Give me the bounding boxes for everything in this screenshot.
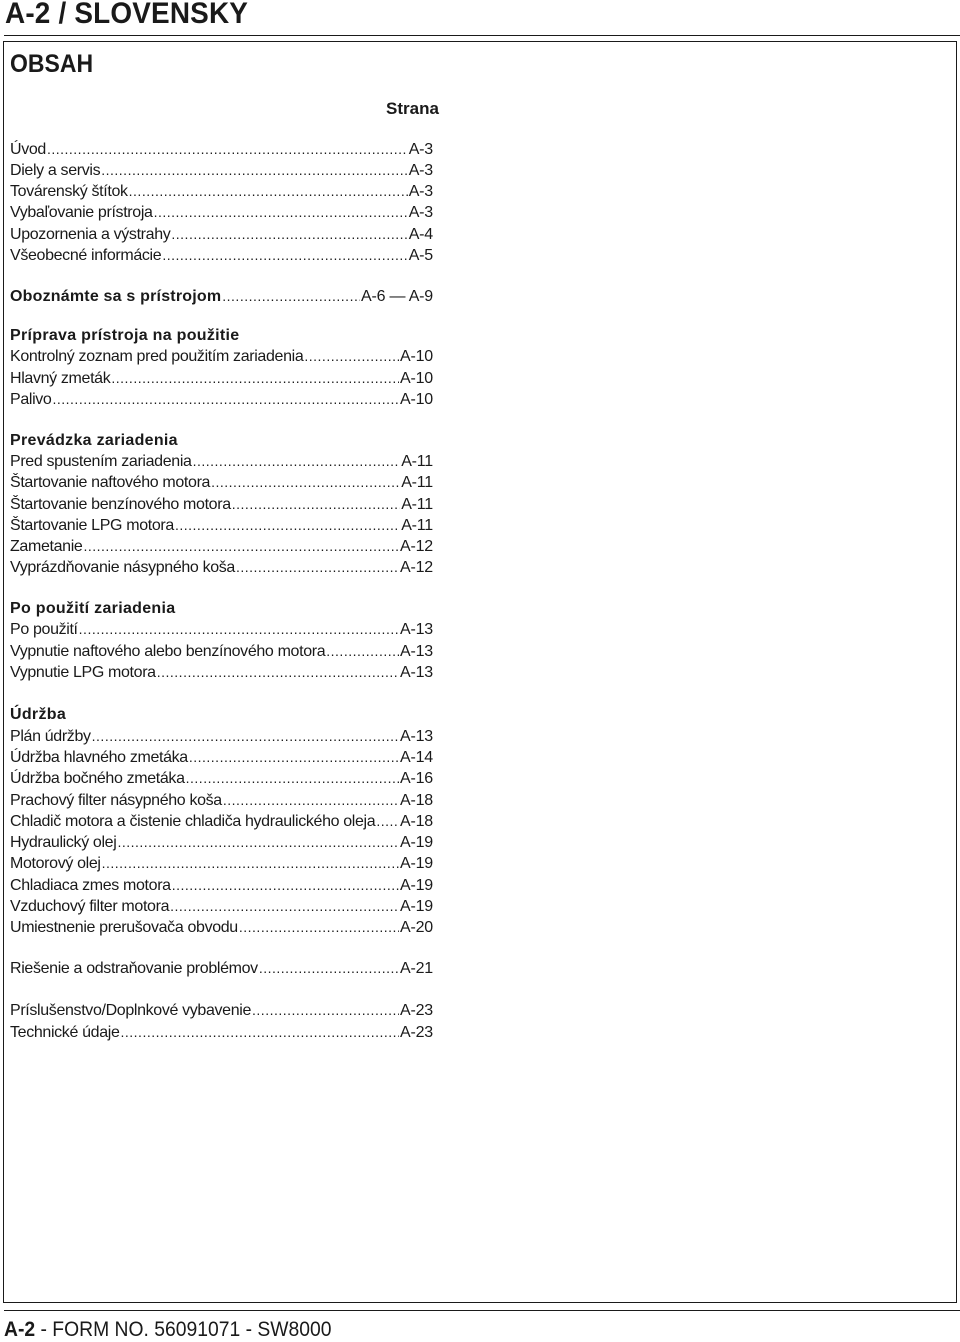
toc-entry-page: A-18 (400, 792, 433, 809)
toc-entry-page: A-11 (401, 496, 433, 513)
toc-entry-label: Všeobecné informácie (10, 247, 162, 264)
toc-entry-label: Vzduchový filter motora (10, 898, 170, 915)
toc-entry-motorovy-olej[interactable] (10, 853, 433, 874)
toc-entry-page: A-13 (400, 664, 433, 681)
toc-entry-label: Vyprázdňovanie násypného koša (10, 559, 235, 576)
toc-entry-tovarensky-stitok[interactable] (10, 181, 433, 202)
toc-entry-label: Diely a servis (10, 162, 101, 179)
toc-entry-label: Upozornenia a výstrahy (10, 226, 171, 243)
footer-divider (4, 1310, 960, 1311)
toc-entry-label: Štartovanie naftového motora (10, 474, 211, 491)
toc-entry-upozornenia[interactable] (10, 224, 433, 245)
toc-entry-label: Chladiaca zmes motora (10, 877, 171, 894)
toc-entry-startovanie-naftoveho[interactable] (10, 472, 433, 493)
toc-entry-page: A-13 (400, 643, 433, 660)
footer-page-number: A-2 (4, 1318, 36, 1341)
leader-dots (186, 768, 399, 789)
leader-dots (52, 389, 399, 410)
toc-entry-hydraulicky-olej[interactable] (10, 832, 433, 853)
leader-dots (79, 619, 399, 640)
toc-entry-label: Štartovanie benzínového motora (10, 496, 231, 513)
leader-dots (170, 896, 399, 917)
leader-dots (102, 853, 399, 874)
leader-dots (222, 286, 360, 307)
toc-title: OBSAH (10, 50, 94, 78)
toc-entry-pred-spustenim[interactable] (10, 451, 433, 472)
toc-entry-page: A-19 (400, 898, 433, 915)
toc-entry-vybalovanie[interactable] (10, 202, 433, 223)
toc-entry-label: Plán údržby (10, 728, 91, 745)
toc-entry-label: Chladič motora a čistenie chladiča hydraulického oleja (10, 813, 376, 830)
page-header-title: A-2 / SLOVENSKY (5, 0, 249, 30)
toc-entry-vypnutie-naftoveho[interactable] (10, 641, 433, 662)
toc-entry-riesenie-problemov[interactable] (10, 958, 433, 979)
leader-dots (259, 958, 399, 979)
toc-entry-label: Štartovanie LPG motora (10, 517, 174, 534)
leader-dots (376, 811, 399, 832)
toc-entry-page: A-19 (400, 877, 433, 894)
toc-entry-label: Vypnutie LPG motora (10, 664, 156, 681)
toc-entry-label: Technické údaje (10, 1024, 120, 1041)
toc-entry-kontrolny-zoznam[interactable] (10, 346, 433, 367)
toc-entry-page: A-21 (400, 960, 433, 977)
toc-entry-label: Motorový olej (10, 855, 101, 872)
toc-entry-prislusenstvo[interactable] (10, 1000, 433, 1021)
toc-entry-page: A-13 (400, 728, 433, 745)
toc-entry-page: A-4 (408, 226, 433, 243)
leader-dots (239, 917, 399, 938)
leader-dots (162, 245, 407, 266)
toc-entry-page: A-18 (400, 813, 433, 830)
leader-dots (189, 747, 399, 768)
toc-entry-plan-udrzby[interactable] (10, 726, 433, 747)
toc-entry-startovanie-benzinoveho[interactable] (10, 494, 433, 515)
toc-entry-vseobecne-informacie[interactable] (10, 245, 433, 266)
toc-entry-chladiaca-zmes[interactable] (10, 875, 433, 896)
leader-dots (232, 494, 400, 515)
toc-entry-prachovy-filter[interactable] (10, 790, 433, 811)
toc-entry-startovanie-lpg[interactable] (10, 515, 433, 536)
toc-entry-label: Vybaľovanie prístroja (10, 204, 153, 221)
toc-entry-label: Údržba hlavného zmetáka (10, 749, 188, 766)
section-heading-udrzba: Údržba (10, 706, 67, 723)
leader-dots (47, 139, 408, 160)
toc-entry-page: A-3 (408, 162, 433, 179)
toc-entry-chladic-motora[interactable] (10, 811, 433, 832)
leader-dots (117, 832, 399, 853)
leader-dots (92, 726, 399, 747)
leader-dots (236, 557, 399, 578)
toc-entry-label: Hlavný zmeták (10, 370, 111, 387)
toc-entry-page: A-14 (400, 749, 433, 766)
page-footer (4, 1318, 332, 1342)
toc-entry-page: A-10 (400, 370, 433, 387)
leader-dots (304, 346, 399, 367)
leader-dots (252, 1000, 399, 1021)
leader-dots (171, 224, 407, 245)
toc-entry-page: A-10 (400, 391, 433, 408)
toc-entry-label: Úvod (10, 141, 46, 158)
toc-entry-page: A-16 (400, 770, 433, 787)
header-divider (4, 35, 960, 36)
leader-dots (101, 160, 407, 181)
leader-dots (193, 451, 401, 472)
toc-entry-vypnutie-lpg[interactable] (10, 662, 433, 683)
toc-entry-hlavny-zmetak[interactable] (10, 368, 433, 389)
toc-entry-label: Riešenie a odstraňovanie problémov (10, 960, 258, 977)
toc-entry-udrzba-hlavneho[interactable] (10, 747, 433, 768)
toc-entry-oboznamte-sa[interactable] (10, 286, 433, 307)
leader-dots (211, 472, 400, 493)
toc-entry-page: A-23 (400, 1024, 433, 1041)
toc-entry-label: Hydraulický olej (10, 834, 117, 851)
toc-entry-page: A-3 (408, 183, 433, 200)
toc-entry-page: A-13 (400, 621, 433, 638)
leader-dots (175, 515, 400, 536)
leader-dots (129, 181, 408, 202)
toc-entry-page: A-6 — A-9 (360, 288, 433, 305)
leader-dots (326, 641, 399, 662)
page-column-label: Strana (386, 99, 439, 118)
toc-entry-page: A-3 (408, 141, 433, 158)
toc-entry-label: Pred spustením zariadenia (10, 453, 192, 470)
toc-entry-label: Palivo (10, 391, 52, 408)
section-heading-po-pouziti: Po použití zariadenia (10, 600, 176, 617)
toc-entry-page: A-12 (400, 538, 433, 555)
toc-entry-page: A-5 (408, 247, 433, 264)
leader-dots (157, 662, 399, 683)
toc-entry-page: A-19 (400, 855, 433, 872)
toc-entry-page: A-3 (408, 204, 433, 221)
toc-entry-page: A-11 (401, 517, 433, 534)
toc-entry-udrzba-bocneho[interactable] (10, 768, 433, 789)
leader-dots (223, 790, 399, 811)
section-heading-priprava: Príprava prístroja na použitie (10, 327, 240, 344)
toc-entry-palivo[interactable] (10, 389, 433, 410)
toc-entry-page: A-12 (400, 559, 433, 576)
toc-entry-page: A-20 (400, 919, 433, 936)
toc-entry-preruzovac-obvodu[interactable] (10, 917, 433, 938)
toc-entry-label: Údržba bočného zmetáka (10, 770, 185, 787)
leader-dots (172, 875, 399, 896)
toc-entry-page: A-10 (400, 348, 433, 365)
toc-entry-uvod[interactable] (10, 139, 433, 160)
leader-dots (154, 202, 408, 223)
toc-entry-label: Príslušenstvo/Doplnkové vybavenie (10, 1002, 252, 1019)
footer-form-number: - FORM NO. 56091071 - SW8000 (35, 1318, 332, 1341)
toc-entry-page: A-19 (400, 834, 433, 851)
leader-dots (83, 536, 399, 557)
toc-entry-po-pouziti[interactable] (10, 619, 433, 640)
leader-dots (121, 1022, 400, 1043)
toc-entry-label: Vypnutie naftového alebo benzínového motora (10, 643, 326, 660)
leader-dots (111, 368, 399, 389)
toc-entry-diely-a-servis[interactable] (10, 160, 433, 181)
toc-entry-label: Zametanie (10, 538, 83, 555)
toc-entry-label: Prachový filter násypného koša (10, 792, 222, 809)
toc-entry-vyprazdnovanie[interactable] (10, 557, 433, 578)
toc-entry-page: A-11 (401, 453, 433, 470)
toc-entry-label: Oboznámte sa s prístrojom (10, 288, 222, 305)
toc-entry-zametanie[interactable] (10, 536, 433, 557)
toc-entry-technicke-udaje[interactable] (10, 1022, 433, 1043)
toc-entry-label: Továrenský štítok (10, 183, 128, 200)
section-heading-prevadzka: Prevádzka zariadenia (10, 432, 178, 449)
toc-entry-page: A-23 (400, 1002, 433, 1019)
toc-entry-label: Kontrolný zoznam pred použitím zariadenia (10, 348, 304, 365)
toc-entry-label: Po použití (10, 621, 78, 638)
toc-entry-vzduchovy-filter[interactable] (10, 896, 433, 917)
toc-entry-page: A-11 (401, 474, 433, 491)
toc-entry-label: Umiestnenie prerušovača obvodu (10, 919, 238, 936)
